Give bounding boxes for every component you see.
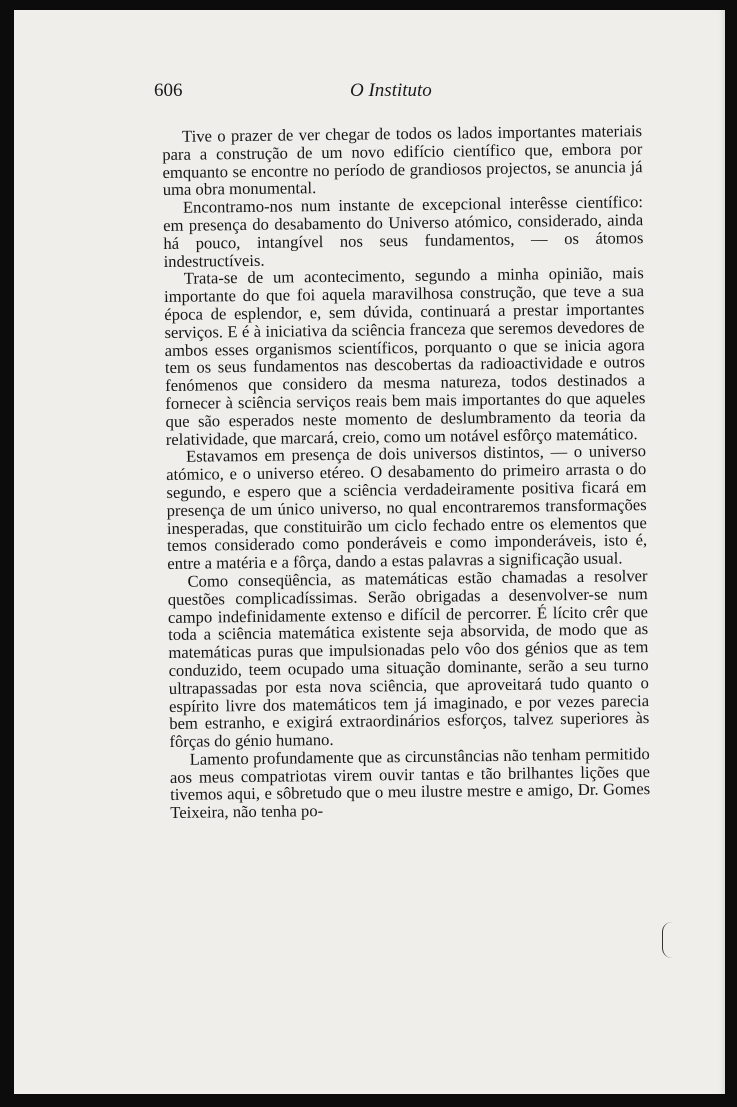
paragraph: Trata-se de um acontecimento, segundo a minha opinião, mais importante do que foi aquela maravilhosa construção, que teve a sua época de esplendor, e, sem dúvida, continuará a prestar importantes serviços. E é à iniciativa da sciência franceza que seremos devedores de ambos esses organismos scientíficos, porquanto o que se inicia agora tem os seus fundamentos nas descobertas da radioactividade e outros fenómenos que considero da mesma natureza, todos destinados a fornecer à sciência serviços reais bem mais importantes do que aqueles que são esperados neste momento de deslumbramento da teoria da relatividade, que marcará, creio, como um notável esfôrço matemático. xyxy=(163,263,646,449)
page-number: 606 xyxy=(154,80,183,101)
margin-pencil-mark xyxy=(662,922,673,958)
paragraph: Como conseqüência, as matemáticas estão chamadas a resolver questões complicadíssimas. Serão obrigadas a desenvolver-se num campo indefinidamente extenso e difícil de percorrer. É lícito crêr que toda a sciência matemática existente seja absorvida, de modo que as matemáticas puras que impulsionadas pelo vôo dos génios que as tem conduzido, teem ocupado uma situação dominante, serão a seu turno ultrapassadas por esta nova sciência, que aproveitará tudo quanto o espírito livre dos matemáticos tem já imaginado, e por vezes parecia bem estranho, e exigirá extraordinários esforços, talvez superiores às fôrças do génio humano. xyxy=(167,566,650,752)
running-head xyxy=(154,80,654,110)
paragraph: Encontramo-nos num instante de excepcional interêsse científico: em presença do desabamento do Universo atómico, considerado, ainda há pouco, intangível nos seus fundamentos, — os átomos indestructíveis. xyxy=(163,192,644,271)
running-title: O Instituto xyxy=(350,80,432,101)
paragraph: Lamento profundamente que as circunstâncias não tenham permitido aos meus compatriotas virem ouvir tantas e tão brilhantes lições que tivemos aqui, e sôbretudo que o meu ilustre mestre e amigo, Dr. Gomes Teixeira, não tenha po- xyxy=(169,743,651,823)
body-text xyxy=(162,122,650,822)
page-edge-shadow xyxy=(719,10,725,1094)
paragraph: Tive o prazer de ver chegar de todos os lados importantes materiais para a construção de um novo edifício científico que, embora por emquanto se encontre no período de grandiosos projectos, se anuncia já uma obra monumental. xyxy=(162,121,643,200)
book-page xyxy=(14,10,725,1094)
paragraph: Estavamos em presença de dois universos distintos, — o universo atómico, e o universo etéreo. O desabamento do primeiro arrasta o do segundo, e espero que a sciência verdadeiramente positiva ficará em presença de um único universo, no qual encontraremos transformações inesperadas, que constituirão um ciclo fechado entre os elementos que temos considerado como ponderáveis e como imponderáveis, isto é, entre a matéria e a fôrça, dando a estas palavras a significação usual. xyxy=(166,441,648,574)
